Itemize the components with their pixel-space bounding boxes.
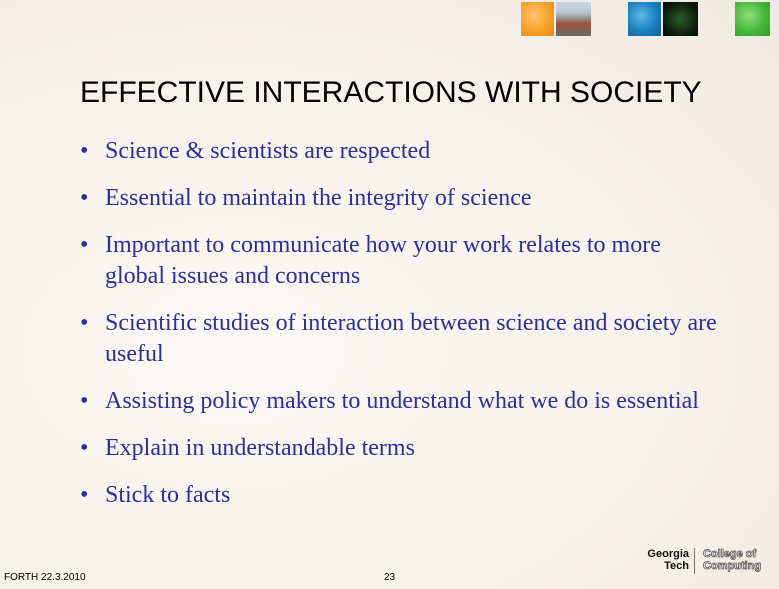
- bullet-marker: •: [80, 138, 89, 164]
- bullet-text: Explain in understandable terms: [105, 435, 415, 461]
- bullet-item: [78, 183, 718, 214]
- network-photo-icon: [663, 2, 698, 36]
- bullet-marker: •: [80, 185, 89, 211]
- bullet-marker: •: [80, 388, 89, 414]
- bullet-text: Assisting policy makers to understand what we do is essential: [105, 388, 699, 414]
- footer-event-date: FORTH 22.3.2010: [4, 572, 86, 583]
- bullet-text: Scientific studies of interaction between science and society are useful: [105, 310, 717, 367]
- bullet-marker: •: [80, 435, 89, 461]
- logo-unit-line2: Computing: [703, 560, 762, 572]
- bullet-text: Important to communicate how your work relates to more global issues and concerns: [105, 232, 661, 289]
- logo-institution: [647, 548, 689, 572]
- bullet-list: [78, 136, 718, 527]
- logo-line1: Georgia: [647, 548, 689, 560]
- bullet-text: Essential to maintain the integrity of science: [105, 185, 532, 211]
- bullet-marker: •: [80, 482, 89, 508]
- green-tile-icon: [735, 2, 770, 36]
- bullet-item: [78, 433, 718, 464]
- orange-tile-icon: [521, 2, 554, 36]
- bullet-item: [78, 386, 718, 417]
- logo-unit-line1: College of: [703, 548, 757, 560]
- slide-title: EFFECTIVE INTERACTIONS WITH SOCIETY: [80, 76, 702, 109]
- bullet-item: [78, 230, 718, 292]
- page-number: 23: [384, 572, 396, 583]
- logo-line2: Tech: [664, 560, 689, 572]
- bullet-text: Science & scientists are respected: [105, 138, 431, 164]
- building-photo-icon: [556, 2, 591, 36]
- bullet-text: Stick to facts: [105, 482, 231, 508]
- bullet-marker: •: [80, 310, 89, 336]
- bullet-item: [78, 136, 718, 167]
- logo-divider: [694, 548, 695, 574]
- bullet-item: [78, 308, 718, 370]
- logo-unit: [703, 548, 761, 572]
- bullet-item: [78, 480, 718, 511]
- blue-tile-icon: [628, 2, 661, 36]
- bullet-marker: •: [80, 232, 89, 258]
- georgia-tech-logo: [645, 548, 773, 574]
